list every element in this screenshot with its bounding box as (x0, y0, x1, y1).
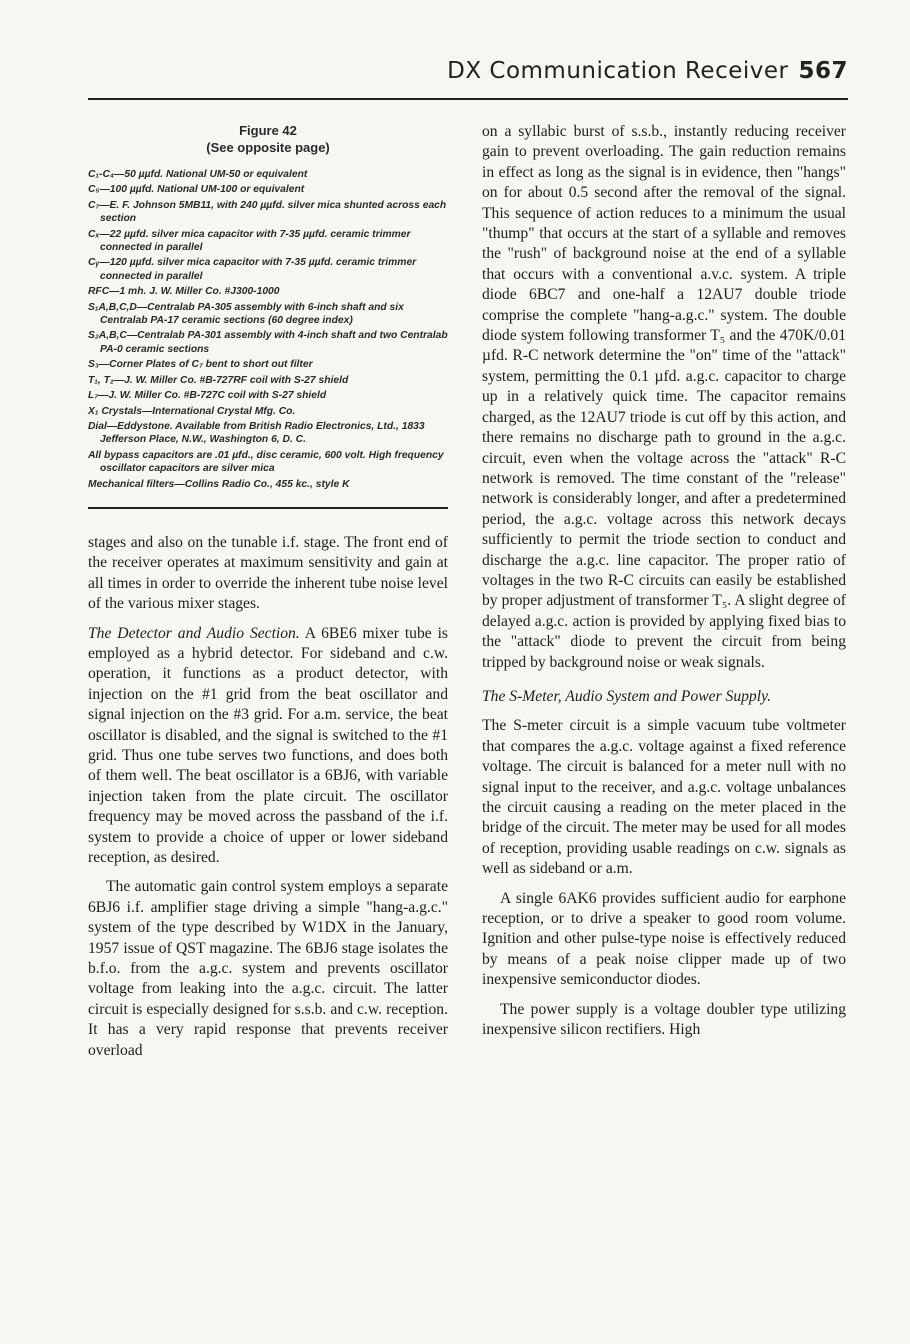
section-heading: The S-Meter, Audio System and Power Supply. (482, 687, 772, 705)
running-title: DX Communication Receiver (447, 58, 789, 84)
body-paragraph: on a syllabic burst of s.s.b., instantly reducing receiver gain to prevent overloading. The gain reduction remains in effect as long as the signal is in evidence, then "hangs" on for about 0.5 second after the removal of the signal. This sequence of action reduces to a minimum the usual "thump" that occurs at the start of a syllable and removes the "rush" of background noise at the end of a syllable that occurs with a conventional a.v.c. system. A triple diode 6BC7 and one-half a 12AU7 double triode comprise the complete "hang-a.g.c." system. The double diode system following transformer T₅ and the 470K/0.01 µfd. R-C network determine the "on" time of the "attack" system, permitting the 0.1 µfd. a.g.c. capacitor to charge up in a relatively quick time. The capacitor remains charged, as the 12AU7 triode is cut off by this action, and there remains no discharge path to ground in the a.g.c. circuit, even when the voltage across the "attack" R-C network is removed. The time constant of the "release" network is considerably longer, and after a predetermined period, the a.g.c. voltage across this network decays sufficiently to permit the triode section to conduct and discharge the a.g.c. line capacitor. The proper ratio of voltages in the two R-C circuits can easily be established by proper adjustment of transformer T₅. A slight degree of delayed a.g.c. action is provided by applying fixed bias to the "attack" diode to prevent the circuit from being tripped by background noise or weak signals. (482, 123, 846, 671)
right-column (482, 122, 846, 1049)
legend-item: All bypass capacitors are .01 µfd., disc ceramic, 600 volt. High frequency oscillator capacitors are silver mica (88, 449, 444, 475)
legend-item: Dial—Eddystone. Available from British Radio Electronics, Ltd., 1833 Jefferson Place, N.W., Washington 6, D. C. (88, 420, 425, 446)
figure-subtitle: (See opposite page) (206, 140, 330, 155)
paragraph-text: A 6BE6 mixer tube is employed as a hybrid detector. For sideband and c.w. operation, it functions as a product detector, with injection on the #1 grid from the beat oscillator and signal injection on the #3 grid. For a.m. service, the beat oscillator is disabled, and the signal is switched to the #1 grid. Thus one tube serves two functions, and does both of them well. The beat oscillator is a 6BJ6, with variable injection taken from the plate circuit. The oscillator frequency may be moved across the passband of the i.f. system to provide a choice of upper or lower sideband reception, as desired. (88, 624, 448, 867)
legend-item: S₁A,B,C,D—Centralab PA-305 assembly with 6-inch shaft and six Centralab PA-17 ceramic sections (60 degree index) (88, 301, 404, 327)
body-paragraph: The S-meter circuit is a simple vacuum tube voltmeter that compares the a.g.c. voltage against a fixed reference voltage. The circuit is balanced for a meter null with no signal input to the receiver, and a.g.c. voltage unbalances the circuit causing a reading on the meter placed in the bridge of the circuit. The meter may be used for all modes of reception, providing usable readings on c.w. signals as well as sideband or a.m. (482, 717, 846, 878)
figure-legend (88, 122, 448, 509)
legend-item: C₇—E. F. Johnson 5MB11, with 240 µµfd. silver mica shunted across each section (88, 199, 447, 225)
body-paragraph: A single 6AK6 provides sufficient audio for earphone reception, or to drive a speaker to good room volume. Ignition and other pulse-type noise is effectively reduced by means of a peak noise clipper made up of two inexpensive semiconductor diodes. (482, 889, 846, 989)
page-header (88, 58, 848, 100)
body-paragraph: The automatic gain control system employs a separate 6BJ6 i.f. amplifier stage driving a simple "hang-a.g.c." system of the type described by W1DX in the January, 1957 issue of QST magazine. The 6BJ6 stage isolates the b.f.o. from the a.g.c. system and prevents oscillator voltage from leaking into the a.g.c. circuit. The latter circuit is especially designed for s.s.b. and c.w. reception. It has a very rapid response that prevents receiver overload (88, 878, 448, 1059)
legend-item: Cᵧ—120 µµfd. silver mica capacitor with 7-35 µµfd. ceramic trimmer connected in parallel (88, 257, 417, 282)
body-paragraph (88, 624, 448, 869)
legend-item: C₁-C₄—50 µµfd. National UM-50 or equivalent (88, 169, 308, 180)
legend-item: Cₓ—22 µµfd. silver mica capacitor with 7-35 µµfd. ceramic trimmer connected in parallel (88, 228, 411, 254)
left-column (88, 122, 448, 1070)
legend-item: X₁ Crystals—International Crystal Mfg. Co. (88, 405, 296, 417)
figure-title: Figure 42 (239, 123, 297, 138)
legend-item: S₂A,B,C—Centralab PA-301 assembly with 4-inch shaft and two Centralab PA-0 ceramic sections (88, 330, 448, 355)
legend-item: S₃—Corner Plates of C₇ bent to short out filter (88, 359, 313, 371)
legend-item: T₁, T₂—J. W. Miller Co. #B-727RF coil with S-27 shield (88, 374, 349, 386)
legend-item: L₇—J. W. Miller Co. #B-727C coil with S-27 shield (88, 390, 327, 402)
legend-item: Mechanical filters—Collins Radio Co., 455 kc., style K (88, 478, 350, 490)
body-paragraph: The power supply is a voltage doubler type utilizing inexpensive silicon rectifiers. High (482, 1000, 846, 1039)
body-paragraph: stages and also on the tunable i.f. stage. The front end of the receiver operates at maximum sensitivity and gain at all times in order to override the inherent tube noise level of the various mixer stages. (88, 533, 448, 613)
legend-item: RFC—1 mh. J. W. Miller Co. #J300-1000 (88, 286, 280, 298)
page-number: 567 (798, 58, 848, 84)
section-heading: The Detector and Audio Section. (88, 624, 300, 642)
legend-item: C₅—100 µµfd. National UM-100 or equivalent (88, 184, 305, 196)
